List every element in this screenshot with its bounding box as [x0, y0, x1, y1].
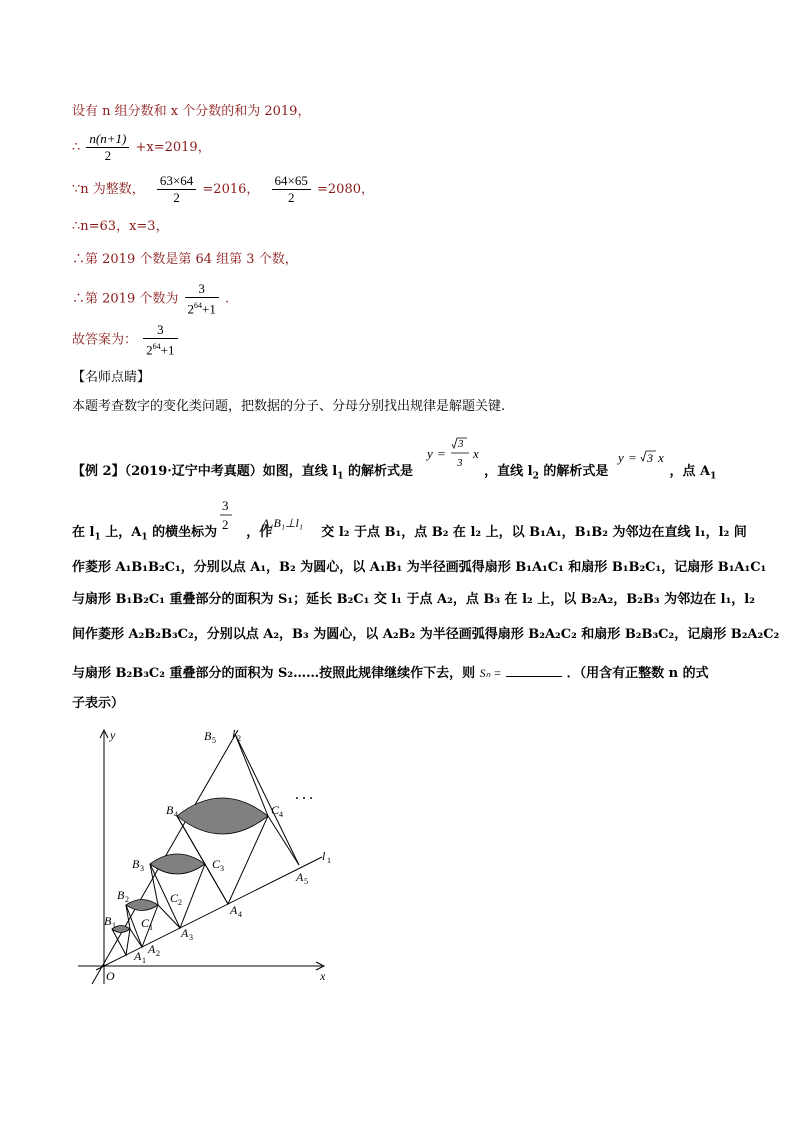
- fraction-63x64: $\frac{63\times 64}{2}$: [157, 173, 196, 206]
- svg-text:3: 3: [220, 864, 224, 873]
- fraction-3-over-2: [218, 496, 234, 540]
- tip-body: 本题考查数字的变化类问题，把数据的分子、分母分别找出规律是解题关键.: [72, 399, 506, 414]
- label-B2: [117, 888, 129, 904]
- svg-text:=: =: [628, 450, 637, 465]
- solution-line-3: [72, 173, 374, 206]
- svg-text:1: 1: [149, 923, 153, 932]
- label-A1: [133, 949, 146, 965]
- svg-text:l: l: [322, 849, 326, 863]
- equation-text: +x=2019，: [135, 140, 211, 155]
- label-B3: [132, 857, 144, 873]
- formula-l1: [425, 432, 489, 480]
- svg-text:3: 3: [140, 864, 144, 873]
- origin-label: O: [106, 969, 115, 983]
- svg-text:x: x: [473, 446, 479, 461]
- svg-text:y: y: [427, 446, 433, 461]
- formula-l2: [616, 448, 676, 478]
- svg-text:2: 2: [237, 734, 241, 743]
- example-line-6: 与扇形 B₂B₃C₂ 重叠部分的面积为 S₂……按照此规律继续作下去，则 Sₙ = ．（用含有正整数 n 的式: [72, 666, 709, 681]
- label-C2: [170, 891, 182, 907]
- svg-text:A: A: [134, 949, 142, 963]
- l2-label: [232, 727, 241, 743]
- solution-line-1: [72, 103, 310, 121]
- svg-text:A: A: [230, 903, 238, 917]
- label-B4: [166, 803, 178, 819]
- solution-line-2: [72, 131, 211, 164]
- solution-text: ∴第 2019 个数为: [72, 291, 179, 307]
- svg-text:A: A: [148, 942, 156, 956]
- svg-text:3: 3: [647, 451, 653, 465]
- label-C1: [141, 916, 153, 932]
- svg-text:3: 3: [222, 498, 229, 513]
- svg-text:4: 4: [238, 910, 242, 919]
- therefore-symbol: ∴: [72, 140, 81, 155]
- label-B1: [104, 914, 116, 930]
- svg-text:B: B: [204, 729, 212, 743]
- svg-text:A: A: [181, 926, 189, 940]
- tip-heading: 【名师点睛】: [72, 370, 151, 385]
- label-B5: [204, 729, 216, 745]
- fraction-answer: $\frac{3}{2^{64}+1}$: [185, 281, 219, 317]
- svg-text:1: 1: [327, 856, 331, 865]
- svg-text:B: B: [132, 857, 140, 871]
- answer-label: 故答案为：: [72, 332, 138, 348]
- solution-text: 设有 n 组分数和 x 个分数的和为 2019，: [72, 104, 311, 119]
- svg-text:C: C: [141, 916, 150, 930]
- example-line-7: 子表示）: [72, 696, 125, 711]
- x-axis-label: x: [320, 969, 326, 983]
- example-line-5: 间作菱形 A₂B₂B₃C₂，分别以点 A₂，B₃ 为圆心，以 A₂B₂ 为半径画弧得扇形 B₂A₂C₂ 和扇形 B₂B₃C₂，记扇形 B₂A₂C₂: [72, 627, 780, 642]
- svg-text:B: B: [117, 888, 125, 902]
- label-A4: [229, 903, 242, 919]
- svg-text:3: 3: [189, 933, 193, 942]
- solution-line-7: [72, 322, 180, 358]
- svg-text:1: 1: [112, 921, 116, 930]
- answer-blank: [506, 664, 562, 677]
- svg-text:4: 4: [174, 810, 178, 819]
- l1-label: [322, 849, 331, 865]
- svg-text:5: 5: [304, 877, 308, 886]
- formula-l1-svg: [425, 432, 489, 476]
- geometry-figure: [70, 722, 340, 992]
- svg-text:l: l: [232, 727, 236, 741]
- label-A2: [147, 942, 160, 958]
- svg-text:A: A: [296, 870, 304, 884]
- solution-line-5: [72, 251, 298, 269]
- svg-text:2: 2: [156, 949, 160, 958]
- svg-text:2: 2: [125, 895, 129, 904]
- solution-text: ∴n=63，x=3，: [72, 219, 169, 234]
- svg-text:3: 3: [457, 457, 463, 469]
- svg-text:B: B: [104, 914, 112, 928]
- example-line-2: 在 $l_1$ 上，$A_1$ 的横坐标为 ，作 交 l₂ 于点 B₁，点 B₂ 在 l₂ 上，以 B₁A₁，B₁B₂ 为邻边在直线 l₁，l₂ 间: [72, 525, 747, 543]
- equation-text: =2016，: [202, 182, 260, 197]
- svg-text:C: C: [170, 891, 179, 905]
- svg-text:x: x: [658, 450, 664, 465]
- svg-text:2: 2: [178, 898, 182, 907]
- svg-text:C: C: [212, 857, 221, 871]
- svg-text:C: C: [271, 803, 280, 817]
- geometry-figure-svg: [70, 722, 340, 992]
- equation-text: =2080，: [317, 182, 374, 197]
- svg-text:2: 2: [222, 517, 229, 532]
- solution-text: ∴第 2019 个数是第 64 组第 3 个数，: [72, 252, 298, 267]
- svg-text:y: y: [618, 450, 624, 465]
- label-A5: [295, 870, 308, 886]
- sn-symbol: Sₙ =: [479, 666, 502, 680]
- svg-text:B: B: [166, 803, 174, 817]
- svg-text:1: 1: [142, 956, 146, 965]
- label-C4: [271, 803, 283, 819]
- label-C3: [212, 857, 224, 873]
- example-line-3: 作菱形 A₁B₁B₂C₁，分别以点 A₁，B₂ 为圆心，以 A₁B₁ 为半径画弧得扇形 B₁A₁C₁ 和扇形 B₁B₂C₁，记扇形 B₁A₁C₁: [72, 560, 767, 575]
- fraction-final-answer: $\frac{3}{2^{64}+1}$: [143, 322, 177, 358]
- y-axis-label: y: [110, 728, 116, 742]
- solution-line-6: ∴第 2019 个数为 $\frac{3}{2^{64}+1}$ .: [72, 281, 230, 317]
- svg-text:4: 4: [279, 810, 283, 819]
- svg-text:3: 3: [458, 438, 464, 450]
- example-line-4: 与扇形 B₁B₂C₁ 重叠部分的面积为 S₁；延长 B₂C₁ 交 l₁ 于点 A₂，点 B₃ 在 l₂ 上，以 B₂A₂，B₂B₃ 为邻边在 l₁，l₂: [72, 592, 755, 607]
- fraction-n-n-plus-1: $\frac{n(n+1)}{2}$: [86, 131, 129, 164]
- formula-l2-svg: [616, 448, 676, 474]
- example-line-1: 【例 2】（2019·辽宁中考真题）如图，直线 $l_1$ 的解析式是 ，直线 $l_2$ 的解析式是 ，点 $A_1$: [72, 464, 717, 482]
- svg-text:5: 5: [212, 736, 216, 745]
- fraction-64x65: $\frac{64\times 65}{2}$: [272, 173, 311, 206]
- solution-line-4: [72, 218, 169, 236]
- label-A3: [180, 926, 193, 942]
- continuation-dots: · · ·: [295, 791, 314, 805]
- svg-text:=: =: [437, 446, 446, 461]
- perpendicular-formula: A₁B₁⊥l₁: [262, 516, 303, 530]
- because-text: ∵n 为整数，: [72, 182, 145, 197]
